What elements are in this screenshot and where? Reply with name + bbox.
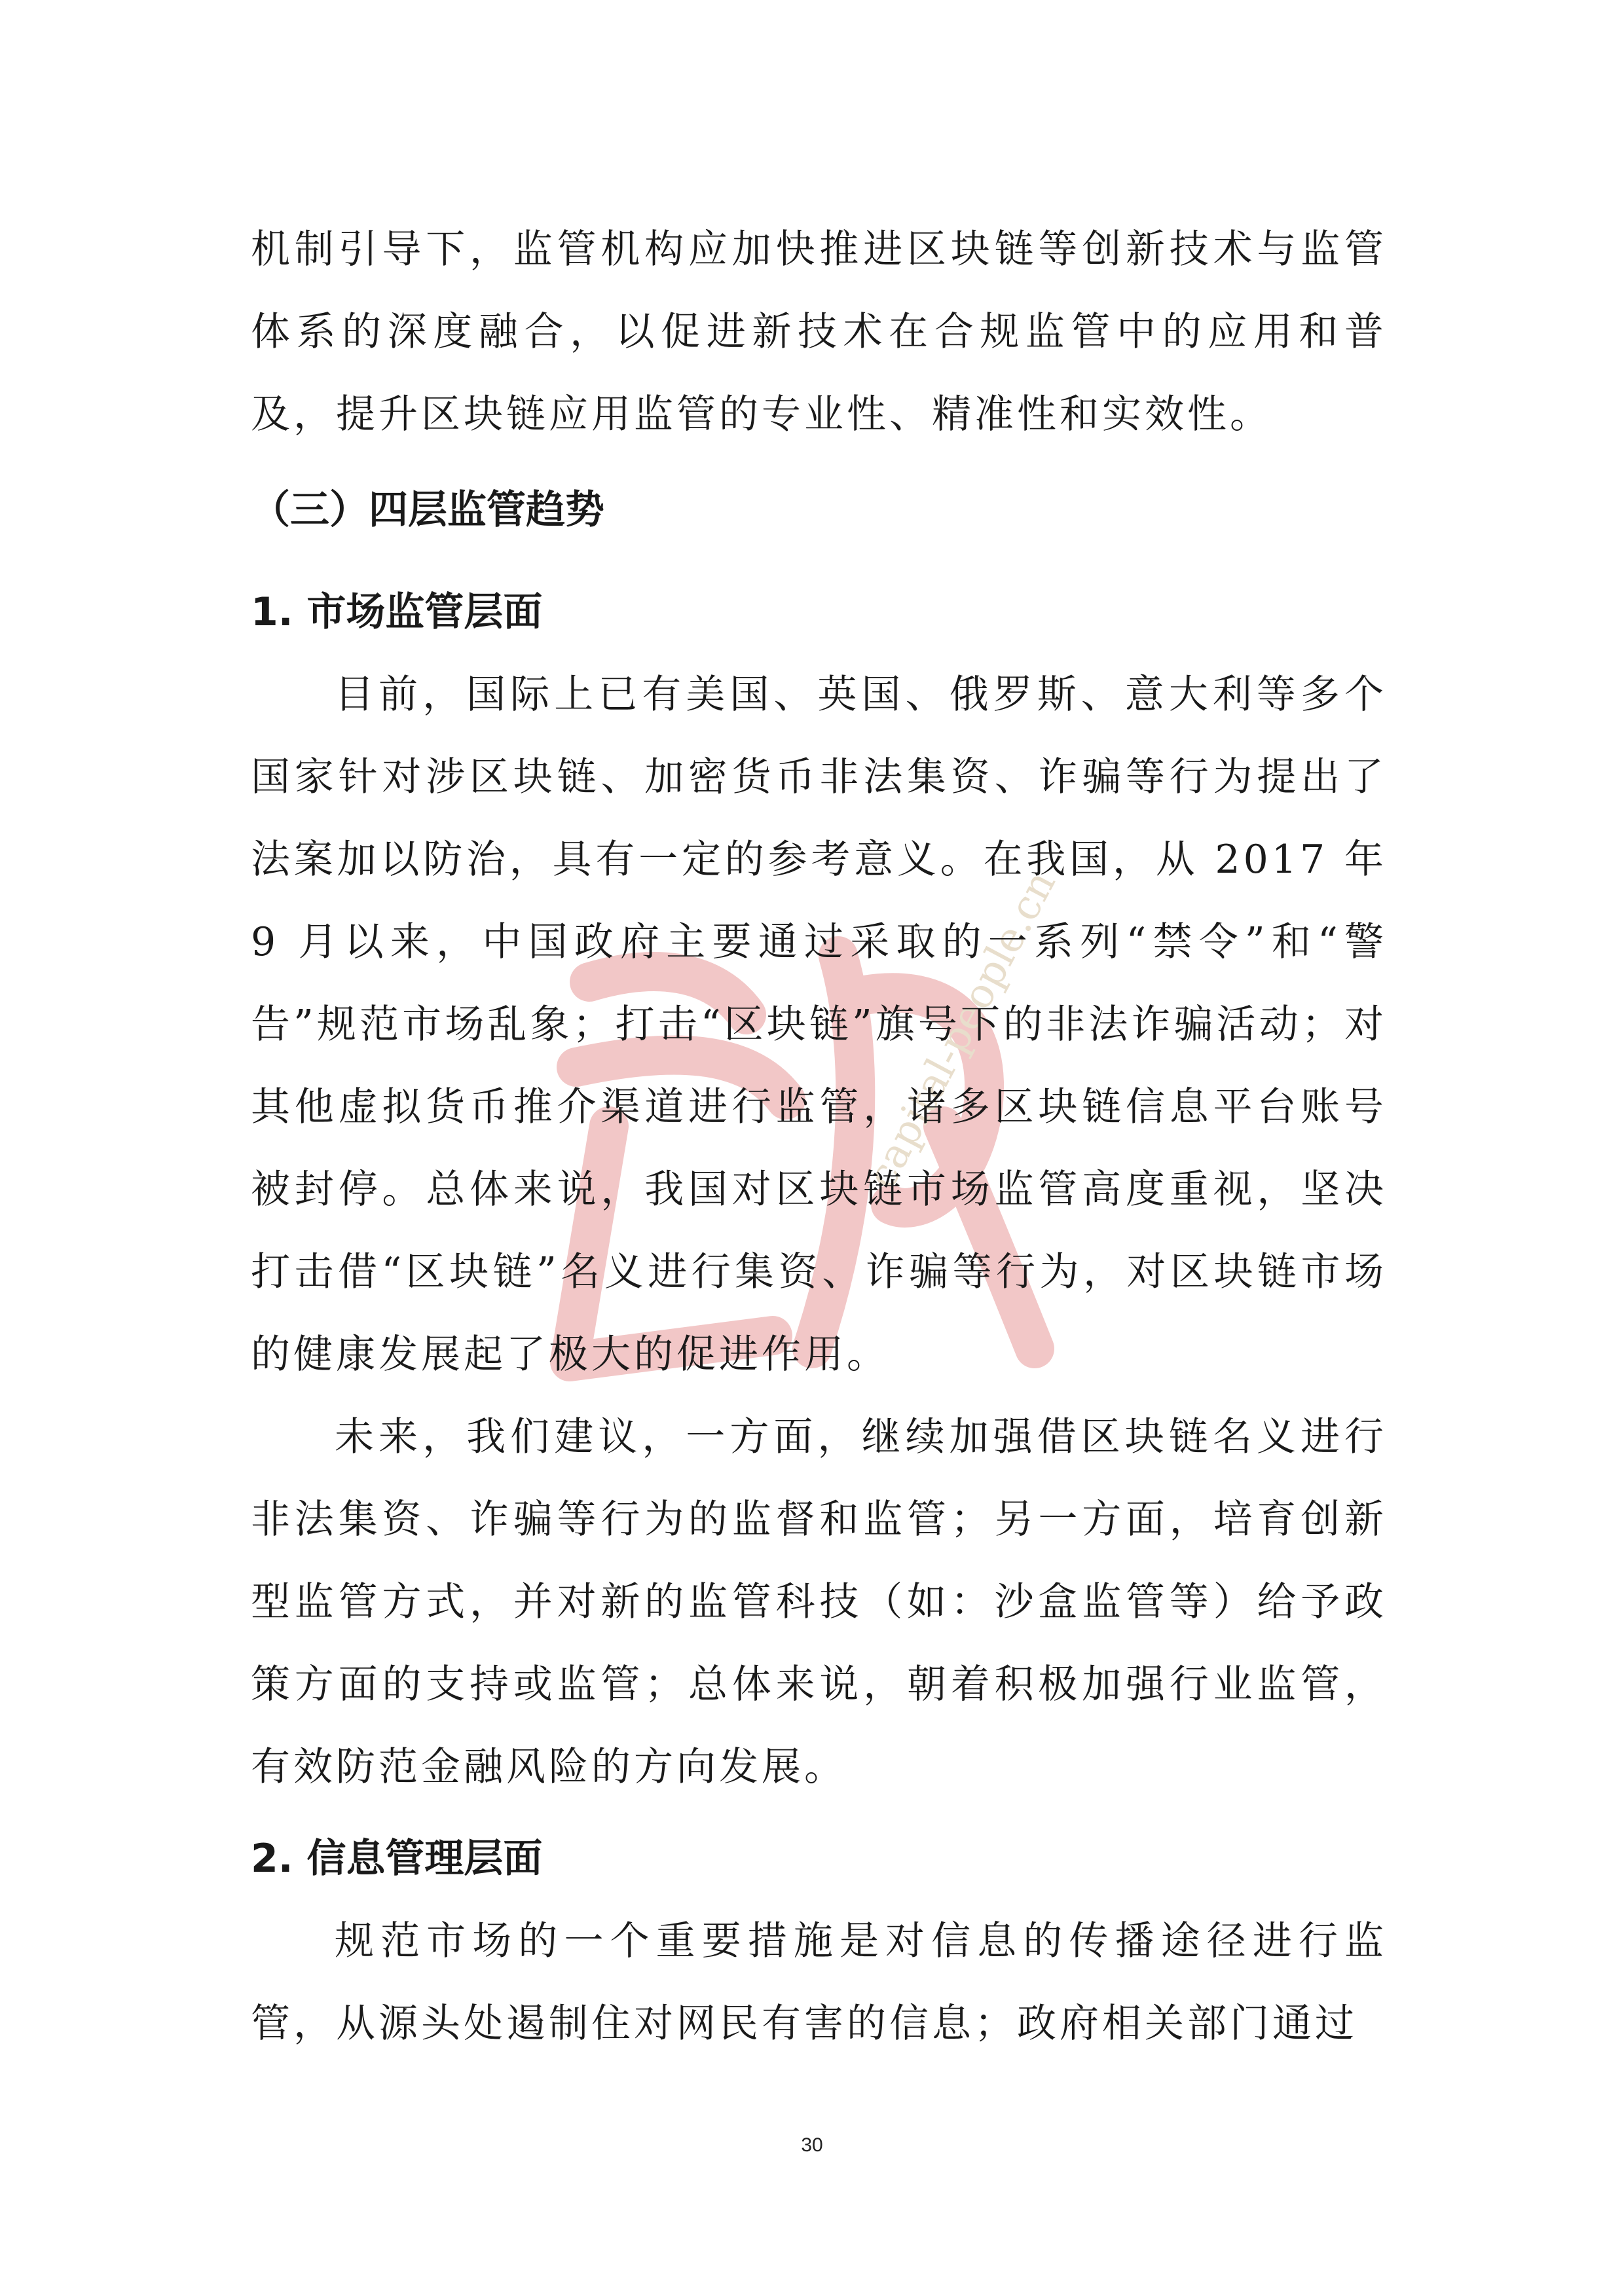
document-body (251, 208, 1387, 2065)
intro-paragraph: 机制引导下，监管机构应加快推进区块链等创新技术与监管体系的深度融合，以促进新技术在合规监管中的应用和普及，提升区块链应用监管的专业性、精准性和实效性。 (251, 227, 1387, 437)
subsection-title-market: 1. 市场监管层面 (251, 589, 543, 635)
paragraph: 未来，我们建议，一方面，继续加强借区块链名义进行非法集资、诈骗等行为的监督和监管；另一方面，培育创新型监管方式，并对新的监管科技（如：沙盒监管等）给予政策方面的支持或监管；总体来说，朝着积极加强行业监管，有效防范金融风险的方向发展。 (251, 1414, 1387, 1790)
paragraph: 规范市场的一个重要措施是对信息的传播途径进行监管，从源头处遏制住对网民有害的信息；政府相关部门通过 (251, 1918, 1387, 2047)
watermark-text: capital-people.cn (857, 862, 1065, 1197)
subsection-title-information: 2. 信息管理层面 (251, 1836, 543, 1882)
paragraph: 目前，国际上已有美国、英国、俄罗斯、意大利等多个国家针对涉区块链、加密货币非法集资、诈骗等行为提出了法案加以防治，具有一定的参考意义。在我国，从 2017 年 9 月以来，中国政府主要通过采取的一系列“禁令”和“警告”规范市场乱象；打击“区块链”旗号下的非法诈骗活动；对其他虚拟货币推介渠道进行监管，诸多区块链信息平台账号被封停。总体来说，我国对区块链市场监管高度重视，坚决打击借“区块链”名义进行集资、诈骗等行为，对区块链市场的健康发展起了极大的促进作用。 (251, 672, 1387, 1377)
section-title: （三）四层监管趋势 (251, 487, 604, 533)
page-number: 30 (801, 2134, 823, 2156)
